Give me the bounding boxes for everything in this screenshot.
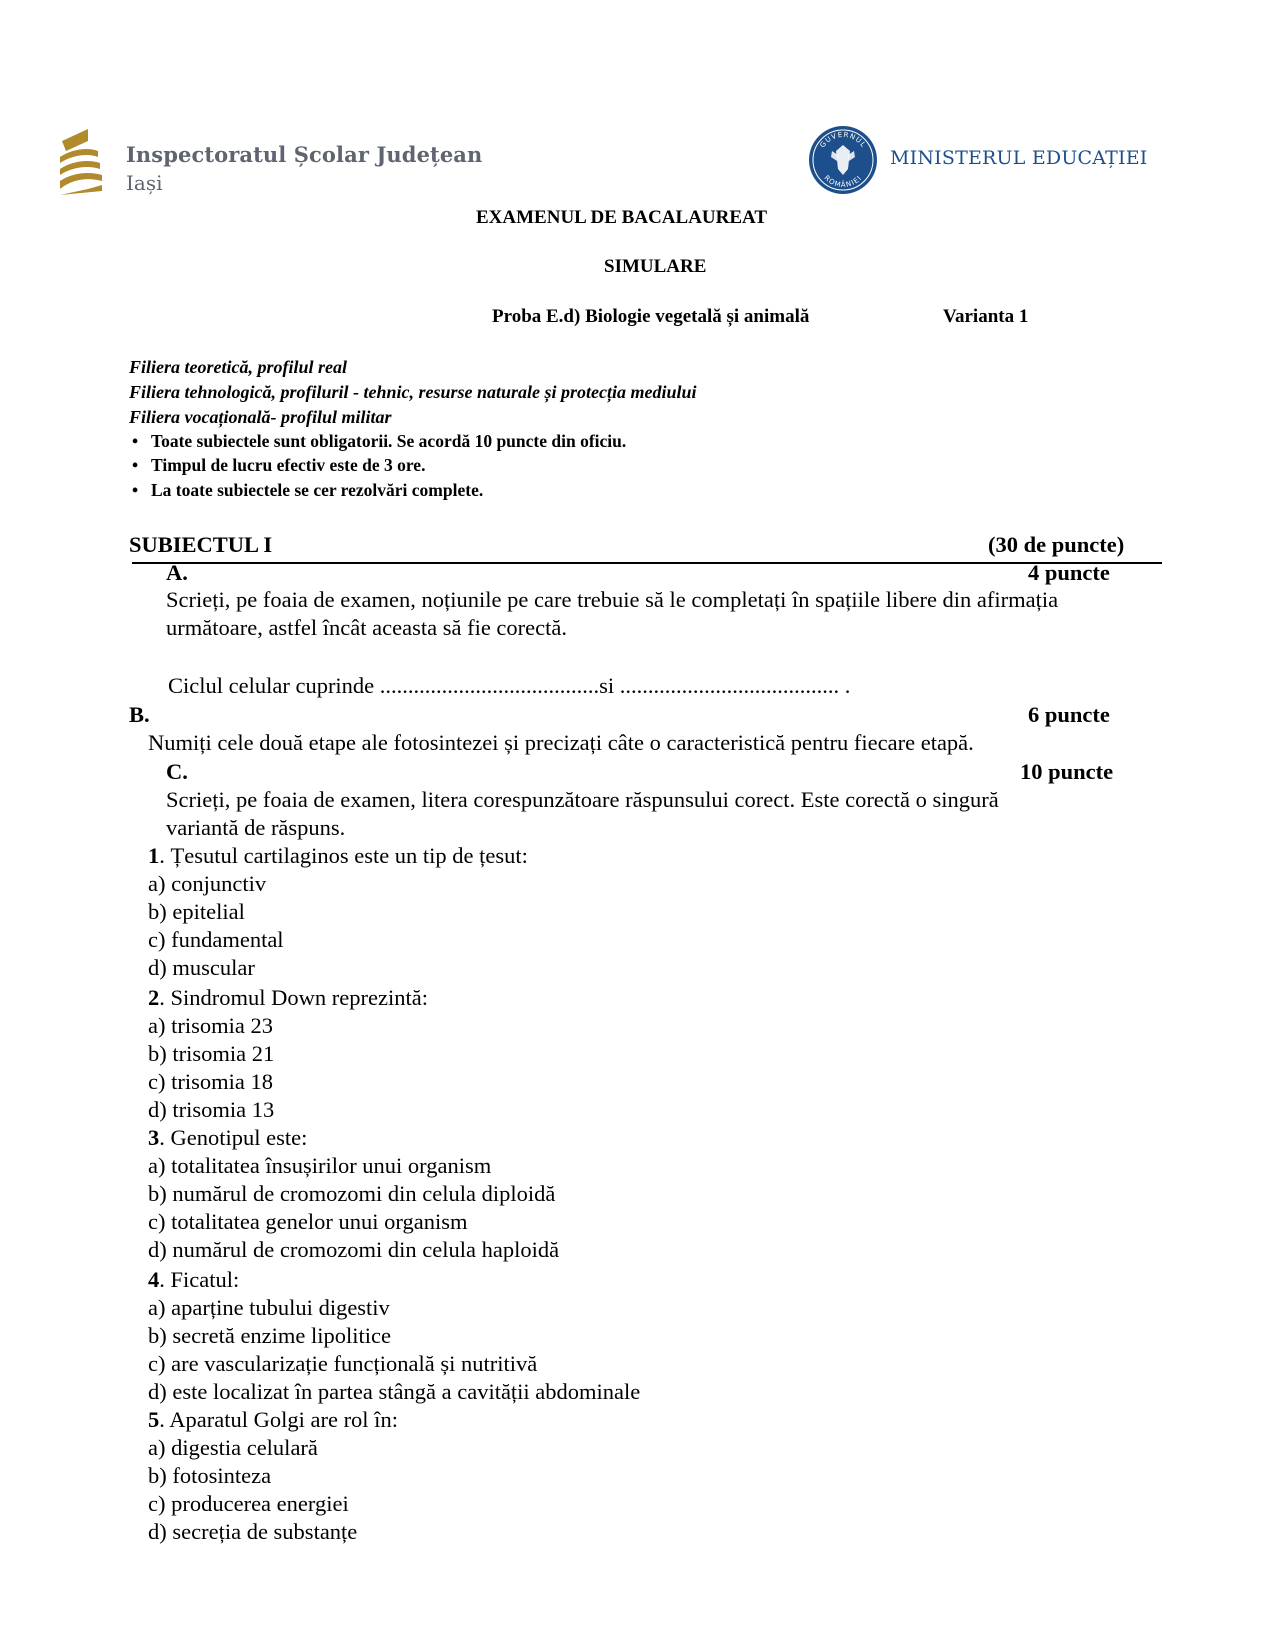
question: 2. Sindromul Down reprezintă:: [148, 985, 428, 1010]
part-a-points: 4 puncte: [1028, 560, 1110, 585]
isj-logo-icon: [58, 127, 104, 195]
answer-option: c) trisomia 18: [148, 1069, 273, 1094]
part-c-instruction: variantă de răspuns.: [166, 815, 346, 840]
rule-item: • Toate subiectele sunt obligatorii. Se acordă 10 puncte din oficiu.: [132, 431, 626, 452]
svg-text:ROMÂNIEI: ROMÂNIEI: [822, 173, 864, 190]
isj-city: Iași: [126, 171, 163, 195]
answer-option: b) trisomia 21: [148, 1041, 275, 1066]
answer-option: d) muscular: [148, 955, 255, 980]
part-a-instruction: următoare, astfel încât aceasta să fie corectă.: [166, 615, 568, 640]
answer-option: a) trisomia 23: [148, 1013, 273, 1038]
answer-option: b) epitelial: [148, 899, 245, 924]
isj-name: Inspectoratul Școlar Județean: [126, 142, 483, 167]
answer-option: b) fotosinteza: [148, 1463, 272, 1488]
exam-subject: Proba E.d) Biologie vegetală și animală: [492, 306, 810, 327]
answer-option: a) aparține tubului digestiv: [148, 1295, 390, 1320]
exam-title: EXAMENUL DE BACALAUREAT: [476, 207, 768, 228]
part-b-label: B.: [129, 702, 150, 727]
answer-option: b) numărul de cromozomi din celula diploidă: [148, 1181, 556, 1206]
question: 4. Ficatul:: [148, 1267, 240, 1292]
ministry-name: MINISTERUL EDUCAȚIEI: [890, 147, 1148, 169]
answer-option: c) producerea energiei: [148, 1491, 349, 1516]
subject-underline: [132, 562, 1162, 564]
filiera-line: Filiera vocațională- profilul militar: [129, 407, 392, 427]
answer-option: a) totalitatea însușirilor unui organism: [148, 1153, 492, 1178]
rule-item: • Timpul de lucru efectiv este de 3 ore.: [132, 455, 425, 476]
part-b-points: 6 puncte: [1028, 702, 1110, 727]
subject-points: (30 de puncte): [988, 532, 1125, 557]
question: 1. Țesutul cartilaginos este un tip de țesut:: [148, 843, 528, 868]
part-c-points: 10 puncte: [1020, 759, 1114, 784]
part-a-instruction: Scrieți, pe foaia de examen, noțiunile pe care trebuie să le completați în spațiile libere din afirmația: [166, 587, 1059, 612]
answer-option: a) conjunctiv: [148, 871, 267, 896]
filiera-line: Filiera teoretică, profilul real: [129, 357, 347, 377]
simulation-label: SIMULARE: [604, 256, 707, 277]
rule-item: • La toate subiectele se cer rezolvări complete.: [132, 480, 483, 501]
filiera-line: Filiera tehnologică, profiluril - tehnic, resurse naturale și protecția mediului: [129, 382, 697, 402]
answer-option: c) fundamental: [148, 927, 284, 952]
part-c-label: C.: [166, 759, 188, 784]
question: 3. Genotipul este:: [148, 1125, 308, 1150]
answer-option: a) digestia celulară: [148, 1435, 318, 1460]
answer-option: c) are vascularizație funcțională și nutritivă: [148, 1351, 538, 1376]
part-c-instruction: Scrieți, pe foaia de examen, litera corespunzătoare răspunsului corect. Este corectă o singură: [166, 787, 999, 812]
answer-option: d) numărul de cromozomi din celula haploidă: [148, 1237, 560, 1262]
answer-option: d) secreția de substanțe: [148, 1519, 358, 1544]
exam-variant: Varianta 1: [943, 306, 1029, 327]
part-a-sentence: Ciclul celular cuprinde .......................................si ....................................... .: [168, 673, 851, 698]
svg-text:GUVERNUL: GUVERNUL: [818, 130, 868, 150]
answer-option: b) secretă enzime lipolitice: [148, 1323, 392, 1348]
answer-option: d) este localizat în partea stângă a cavității abdominale: [148, 1379, 641, 1404]
question: 5. Aparatul Golgi are rol în:: [148, 1407, 398, 1432]
part-a-label: A.: [166, 560, 188, 585]
answer-option: d) trisomia 13: [148, 1097, 275, 1122]
part-b-instruction: Numiți cele două etape ale fotosintezei și precizați câte o caracteristică pentru fiecare etapă.: [148, 730, 974, 755]
answer-option: c) totalitatea genelor unui organism: [148, 1209, 468, 1234]
government-seal-icon: [808, 125, 878, 195]
subject-title: SUBIECTUL I: [129, 532, 273, 557]
